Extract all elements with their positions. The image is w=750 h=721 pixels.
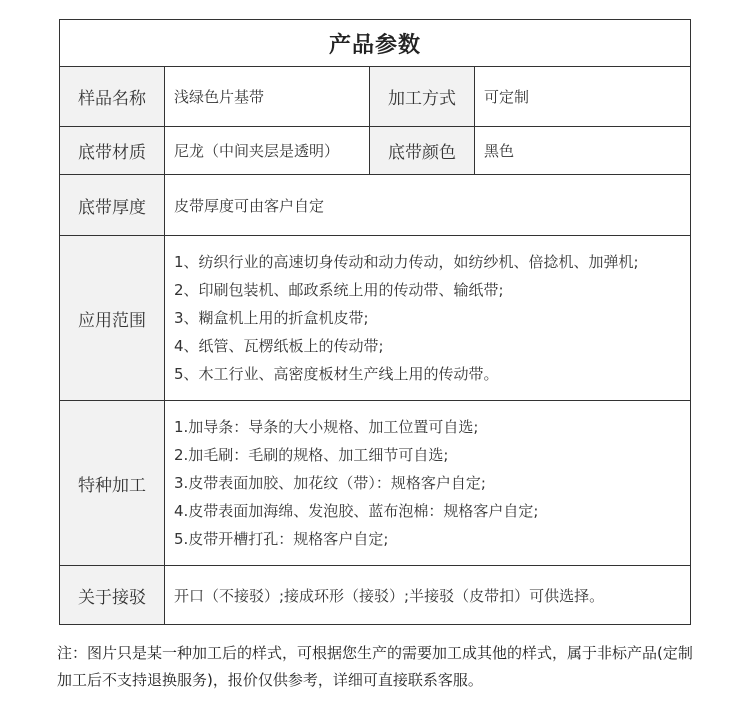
processing-method-value: 可定制 [484,88,530,106]
base-color-value: 黑色 [484,142,515,160]
processing-method-label: 加工方式 [370,67,475,126]
product-spec-table [59,19,691,625]
table-title-row [60,20,690,67]
row-special-processing [60,401,690,566]
special-processing-label: 特种加工 [60,401,165,565]
sample-name-label: 样品名称 [60,67,165,126]
application-list [165,236,690,400]
row-thickness [60,175,690,236]
joint-value: 开口（不接驳）;接成环形（接驳）;半接驳（皮带扣）可供选择。 [174,586,605,605]
row-application [60,236,690,401]
list-item: 3、糊盒机上用的折盒机皮带; [174,309,369,327]
list-item: 3.皮带表面加胶、加花纹（带）：规格客户自定; [174,474,486,492]
application-label: 应用范围 [60,236,165,400]
base-material-label: 底带材质 [60,127,165,174]
joint-label: 关于接驳 [60,566,165,624]
list-item: 2、印刷包装机、邮政系统上用的传动带、输纸带; [174,281,504,299]
table-title: 产品参数 [328,32,421,58]
list-item: 2.加毛刷：毛刷的规格、加工细节可自选; [174,446,449,464]
thickness-label: 底带厚度 [60,175,165,235]
list-item: 4、纸管、瓦楞纸板上的传动带; [174,337,384,355]
row-material [60,127,690,175]
special-processing-list [165,401,690,565]
list-item: 1、纺织行业的高速切身传动和动力传动，如纺纱机、倍捻机、加弹机; [174,253,639,271]
row-sample-name [60,67,690,127]
row-joint [60,566,690,624]
base-color-label: 底带颜色 [370,127,475,174]
thickness-value: 皮带厚度可由客户自定 [174,196,325,215]
sample-name-value: 浅绿色片基带 [165,67,370,126]
base-material-value: 尼龙（中间夹层是透明） [165,127,370,174]
list-item: 5、木工行业、高密度板材生产线上用的传动带。 [174,365,499,383]
list-item: 5.皮带开槽打孔：规格客户自定; [174,530,389,548]
list-item: 4.皮带表面加海绵、发泡胶、蓝布泡棉：规格客户自定; [174,502,539,520]
list-item: 1.加导条：导条的大小规格、加工位置可自选; [174,418,479,436]
disclaimer-note: 注：图片只是某一种加工后的样式，可根据您生产的需要加工成其他的样式，属于非标产品(定制加工后不支持退换服务)，报价仅供参考，详细可直接联系客服。 [57,644,693,689]
